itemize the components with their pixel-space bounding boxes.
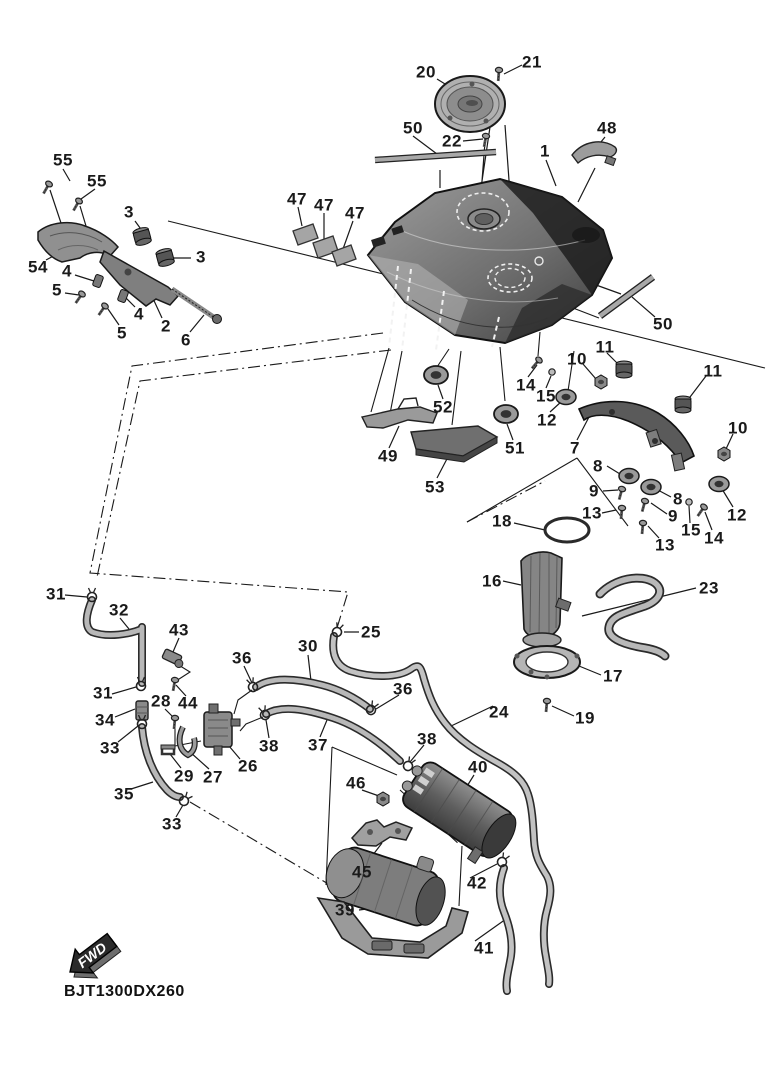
collar-4a bbox=[92, 274, 104, 288]
fuel-cap bbox=[435, 76, 505, 132]
washer-15b bbox=[686, 499, 692, 505]
part-label: 54 bbox=[28, 257, 48, 277]
part-label: 14 bbox=[704, 528, 724, 548]
part-label: 55 bbox=[87, 171, 107, 191]
part-label: 1 bbox=[540, 141, 550, 161]
nut-10a bbox=[595, 375, 607, 389]
hose-35 bbox=[142, 727, 180, 797]
part-label: 3 bbox=[196, 247, 206, 267]
part-label: 4 bbox=[134, 304, 144, 324]
fwd-direction-arrow bbox=[70, 934, 121, 978]
damper-11a bbox=[616, 361, 632, 378]
part-label: 42 bbox=[467, 873, 487, 893]
part-label: 45 bbox=[352, 862, 372, 882]
part-label: 46 bbox=[346, 773, 366, 793]
part-label: 37 bbox=[308, 735, 328, 755]
grommet-12a bbox=[556, 390, 576, 405]
part-label: 12 bbox=[537, 410, 557, 430]
part-label: 43 bbox=[169, 620, 189, 640]
cap-screw-21 bbox=[495, 67, 503, 81]
part-label: 16 bbox=[482, 571, 502, 591]
part-label: 17 bbox=[603, 666, 623, 686]
part-label: 36 bbox=[393, 679, 413, 699]
part-label: 2 bbox=[161, 316, 171, 336]
part-label: 25 bbox=[361, 622, 381, 642]
part-label: 10 bbox=[567, 349, 587, 369]
part-label: 15 bbox=[536, 386, 556, 406]
part-label: 33 bbox=[162, 814, 182, 834]
screw-19 bbox=[542, 698, 550, 712]
part-label: 3 bbox=[124, 202, 134, 222]
fuel-tank bbox=[368, 179, 612, 350]
hose-23 bbox=[600, 578, 665, 656]
part-label: 49 bbox=[378, 446, 398, 466]
part-label: 6 bbox=[181, 330, 191, 350]
part-label: 31 bbox=[93, 683, 113, 703]
part-label: 23 bbox=[699, 578, 719, 598]
clip-29 bbox=[161, 745, 175, 754]
part-label: 53 bbox=[425, 477, 445, 497]
part-label: 7 bbox=[570, 438, 580, 458]
part-label: 31 bbox=[46, 584, 66, 604]
part-label: 11 bbox=[595, 337, 615, 357]
part-label: 52 bbox=[433, 397, 453, 417]
washer-15a bbox=[549, 369, 555, 375]
damper-11b bbox=[675, 396, 691, 413]
screw-28 bbox=[170, 715, 178, 729]
seal-rod-top bbox=[375, 152, 496, 160]
part-label: 55 bbox=[53, 150, 73, 170]
part-label: 9 bbox=[668, 506, 678, 526]
grommet-52 bbox=[424, 366, 448, 384]
screw-9b bbox=[639, 498, 649, 513]
fuel-pump-16 bbox=[521, 552, 571, 647]
part-label: 38 bbox=[259, 736, 279, 756]
part-label: 27 bbox=[203, 767, 223, 787]
part-label: 47 bbox=[314, 195, 334, 215]
screw-9a bbox=[616, 486, 626, 501]
part-label: 13 bbox=[582, 503, 602, 523]
part-label: 13 bbox=[655, 535, 675, 555]
part-label: 28 bbox=[151, 691, 171, 711]
bolt-6 bbox=[172, 289, 222, 324]
seal-rod-right bbox=[600, 277, 653, 316]
part-label: 21 bbox=[522, 52, 542, 72]
part-label: 14 bbox=[516, 375, 536, 395]
part-label: 34 bbox=[95, 710, 115, 730]
part-label: 22 bbox=[442, 131, 462, 151]
bracket-45 bbox=[352, 820, 412, 846]
part-label: 39 bbox=[335, 900, 355, 920]
part-label: 36 bbox=[232, 648, 252, 668]
part-label: 9 bbox=[589, 481, 599, 501]
part-label: 20 bbox=[416, 62, 436, 82]
screw-5b bbox=[96, 302, 110, 317]
part-label: 5 bbox=[117, 323, 127, 343]
part-label: 26 bbox=[238, 756, 258, 776]
retainer-plate-17 bbox=[514, 646, 580, 680]
damper-3a bbox=[132, 226, 152, 247]
hose-41 bbox=[500, 868, 512, 991]
diagram-code: BJT1300DX260 bbox=[64, 983, 185, 1000]
hose-30 bbox=[256, 680, 370, 709]
nut-10b bbox=[718, 447, 730, 461]
joint-pipe-34 bbox=[136, 701, 148, 720]
screw-13b bbox=[638, 520, 646, 534]
grommet-8a bbox=[619, 469, 639, 484]
part-label: 35 bbox=[114, 784, 134, 804]
part-label: 18 bbox=[492, 511, 512, 531]
canister-assy-39 bbox=[318, 830, 468, 958]
damper-3b bbox=[155, 247, 175, 268]
collar-4b bbox=[117, 289, 129, 303]
part-label: 51 bbox=[505, 438, 525, 458]
part-label: 48 bbox=[597, 118, 617, 138]
part-label: 50 bbox=[403, 118, 423, 138]
part-label: 8 bbox=[673, 489, 683, 509]
grommet-12b bbox=[709, 477, 729, 492]
screw-5a bbox=[73, 290, 87, 305]
part-label: 10 bbox=[728, 418, 748, 438]
part-label: 41 bbox=[474, 938, 494, 958]
part-label: 38 bbox=[417, 729, 437, 749]
part-label: 5 bbox=[52, 280, 62, 300]
part-label: 8 bbox=[593, 456, 603, 476]
part-label: 44 bbox=[178, 693, 198, 713]
part-label: 4 bbox=[62, 261, 72, 281]
part-label: 50 bbox=[653, 314, 673, 334]
nut-46 bbox=[377, 792, 389, 806]
part-label: 33 bbox=[100, 738, 120, 758]
part-label: 24 bbox=[489, 702, 509, 722]
fwd-label: FWD bbox=[74, 939, 110, 971]
part-label: 19 bbox=[575, 708, 595, 728]
grommet-51 bbox=[494, 405, 518, 423]
part-label: 40 bbox=[468, 757, 488, 777]
hose-37 bbox=[266, 709, 400, 761]
part-label: 30 bbox=[298, 636, 318, 656]
part-label: 29 bbox=[174, 766, 194, 786]
part-label: 12 bbox=[727, 505, 747, 525]
grommet-8b bbox=[641, 480, 661, 495]
trim-strip-48 bbox=[572, 142, 616, 166]
screw-14a bbox=[529, 356, 543, 371]
part-label: 32 bbox=[109, 600, 129, 620]
part-label: 15 bbox=[681, 520, 701, 540]
screw-13a bbox=[617, 505, 625, 519]
part-label: 47 bbox=[345, 203, 365, 223]
fitting-43 bbox=[161, 649, 186, 669]
part-label: 11 bbox=[703, 361, 723, 381]
bracket-27 bbox=[180, 727, 195, 755]
pad-53 bbox=[411, 426, 497, 462]
screw-44 bbox=[170, 677, 179, 692]
part-label: 47 bbox=[287, 189, 307, 209]
